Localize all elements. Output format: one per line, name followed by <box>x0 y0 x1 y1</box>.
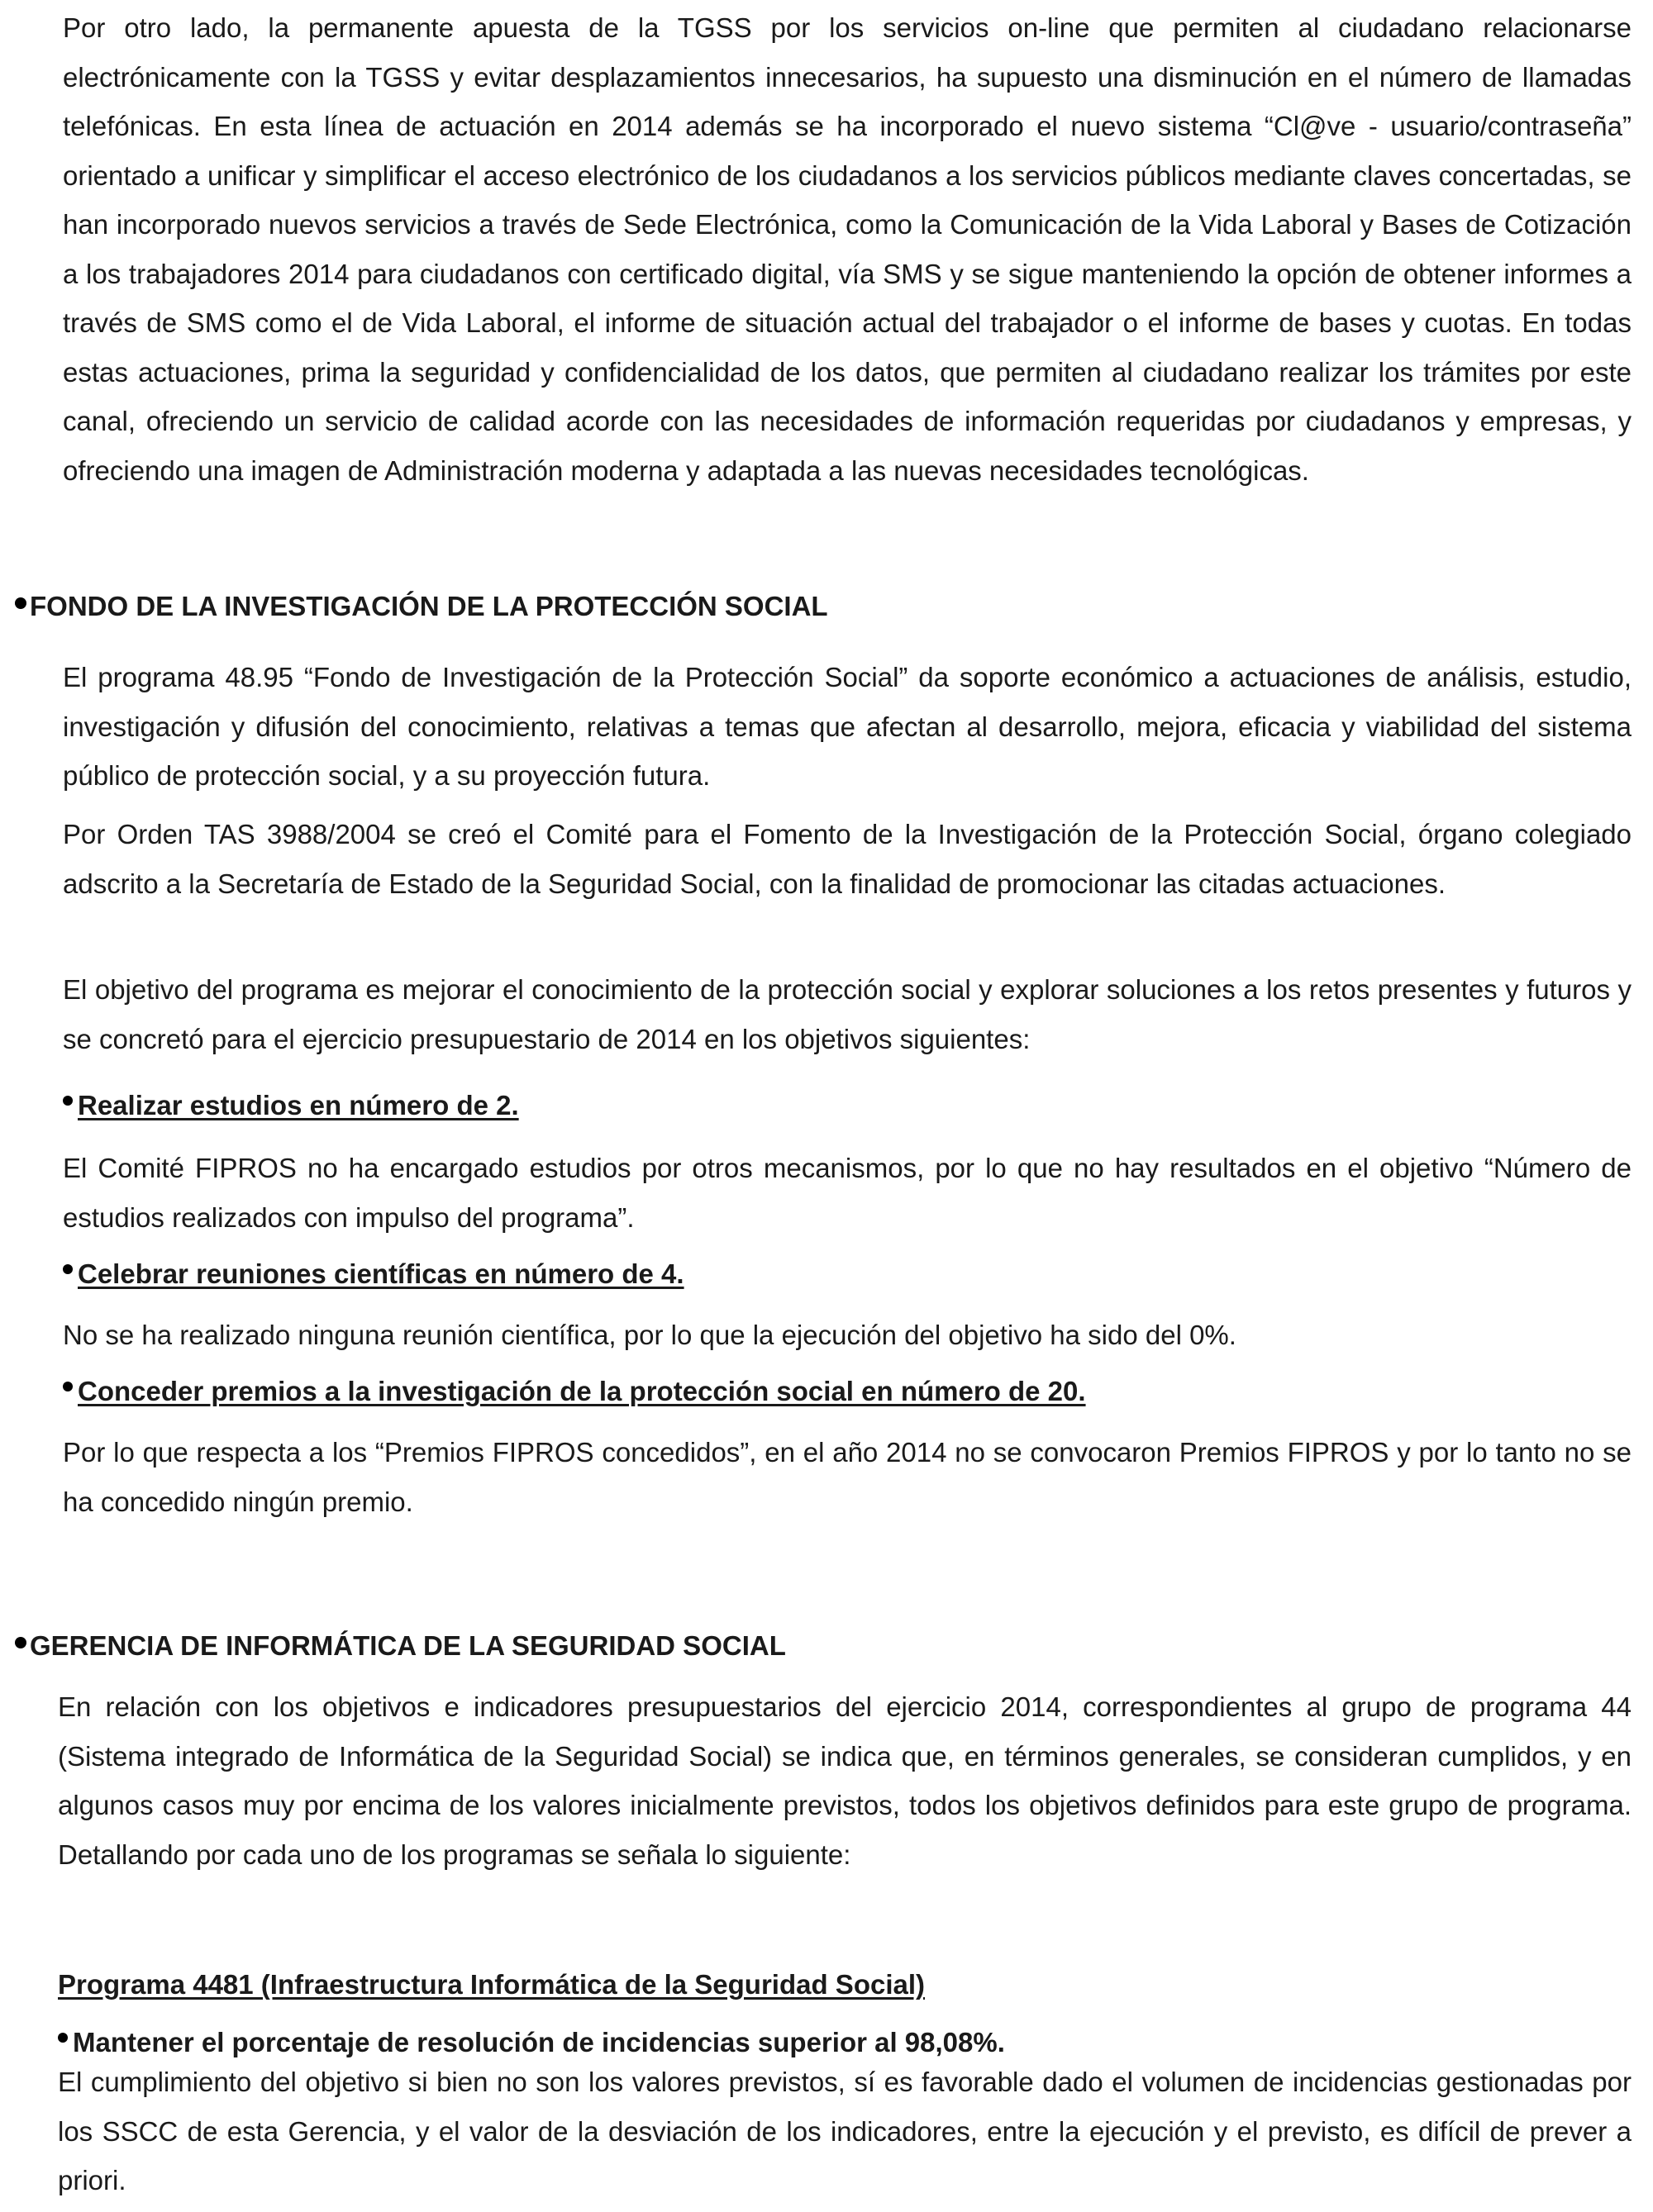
bullet-icon <box>15 1637 26 1648</box>
fondo-objective-3-text: Por lo que respecta a los “Premios FIPROS concedidos”, en el año 2014 no se convocaron Premios FIPROS y por lo tanto no se ha concedido ningún premio. <box>63 1437 1632 1517</box>
fondo-paragraph-3: El objetivo del programa es mejorar el conocimiento de la protección social y explorar soluciones a los retos presentes y futuros y se concretó para el ejercicio presupuestario de 2014 en los objetivos siguientes: <box>63 974 1632 1054</box>
programa-title: Programa 4481 (Infraestructura Informática de la Seguridad Social) <box>58 1969 926 2000</box>
fondo-section-heading <box>15 588 828 625</box>
bullet-icon <box>63 1264 73 1274</box>
gerencia-paragraph-1: En relación con los objetivos e indicadores presupuestarios del ejercicio 2014, correspondientes al grupo de programa 44 (Sistema integrado de Informática de la Seguridad Social) se indica que, en términos generales, se consideran cumplidos, y en algunos casos muy por encima de los valores inicialmente previstos, todos los objetivos definidos para este grupo de programa. Detallando por cada uno de los programas se señala lo siguiente: <box>58 1691 1632 1870</box>
objective-title: Realizar estudios en número de 2. <box>78 1090 519 1120</box>
bullet-icon <box>15 597 26 609</box>
programa-4481-heading <box>58 1967 925 2003</box>
fondo-paragraph-1: El programa 48.95 “Fondo de Investigación de la Protección Social” da soporte económico a actuaciones de análisis, estudio, investigación y difusión del conocimiento, relativas a temas que afectan al desarrollo, mejora, eficacia y viabilidad del sistema público de protección social, y a su proyección futura. <box>63 662 1632 791</box>
gerencia-heading-text: GERENCIA DE INFORMÁTICA DE LA SEGURIDAD SOCIAL <box>30 1630 786 1661</box>
fondo-objective-3 <box>63 1373 1086 1410</box>
fondo-paragraph-2: Por Orden TAS 3988/2004 se creó el Comité para el Fomento de la Investigación de la Protección Social, órgano colegiado adscrito a la Secretaría de Estado de la Seguridad Social, con la finalidad de promocionar las citadas actuaciones. <box>63 819 1632 899</box>
gerencia-section-heading <box>15 1628 786 1664</box>
bullet-icon <box>63 1382 73 1391</box>
objective-title: Mantener el porcentaje de resolución de incidencias superior al 98,08%. <box>73 2027 1005 2057</box>
gerencia-objective-1 <box>58 2024 1005 2061</box>
gerencia-objective-1-text: El cumplimiento del objetivo si bien no son los valores previstos, sí es favorable dado el volumen de incidencias gestionadas por los SSCC de esta Gerencia, y el valor de la desviación de los indicadores, entre la ejecución y el previsto, es difícil de prever a priori. <box>58 2067 1632 2195</box>
objective-title: Conceder premios a la investigación de la protección social en número de 20. <box>78 1376 1086 1406</box>
fondo-objective-2-text: No se ha realizado ninguna reunión científica, por lo que la ejecución del objetivo ha sido del 0%. <box>63 1320 1236 1350</box>
tgss-online-paragraph: Por otro lado, la permanente apuesta de la TGSS por los servicios on-line que permiten al ciudadano relacionarse electrónicamente con la TGSS y evitar desplazamientos innecesarios, ha supuesto una disminución en el número de llamadas telefónicas. En esta línea de actuación en 2014 además se ha incorporado el nuevo sistema “Cl@ve - usuario/contraseña” orientado a unificar y simplificar el acceso electrónico de los ciudadanos a los servicios públicos mediante claves concertadas, se han incorporado nuevos servicios a través de Sede Electrónica, como la Comunicación de la Vida Laboral y Bases de Cotización a los trabajadores 2014 para ciudadanos con certificado digital, vía SMS y se sigue manteniendo la opción de obtener informes a través de SMS como el de Vida Laboral, el informe de situación actual del trabajador o el informe de bases y cuotas. En todas estas actuaciones, prima la seguridad y confidencialidad de los datos, que permiten al ciudadano realizar los trámites por este canal, ofreciendo un servicio de calidad acorde con las necesidades de información requeridas por ciudadanos y empresas, y ofreciendo una imagen de Administración moderna y adaptada a las nuevas necesidades tecnológicas. <box>63 12 1632 486</box>
fondo-heading-text: FONDO DE LA INVESTIGACIÓN DE LA PROTECCIÓN SOCIAL <box>30 591 828 621</box>
bullet-icon <box>58 2033 68 2043</box>
fondo-objective-1-text: El Comité FIPROS no ha encargado estudios por otros mecanismos, por lo que no hay resultados en el objetivo “Número de estudios realizados con impulso del programa”. <box>63 1153 1632 1233</box>
bullet-icon <box>63 1096 73 1106</box>
objective-title: Celebrar reuniones científicas en número de 4. <box>78 1258 684 1289</box>
fondo-objective-2 <box>63 1256 684 1292</box>
fondo-objective-1 <box>63 1087 519 1124</box>
